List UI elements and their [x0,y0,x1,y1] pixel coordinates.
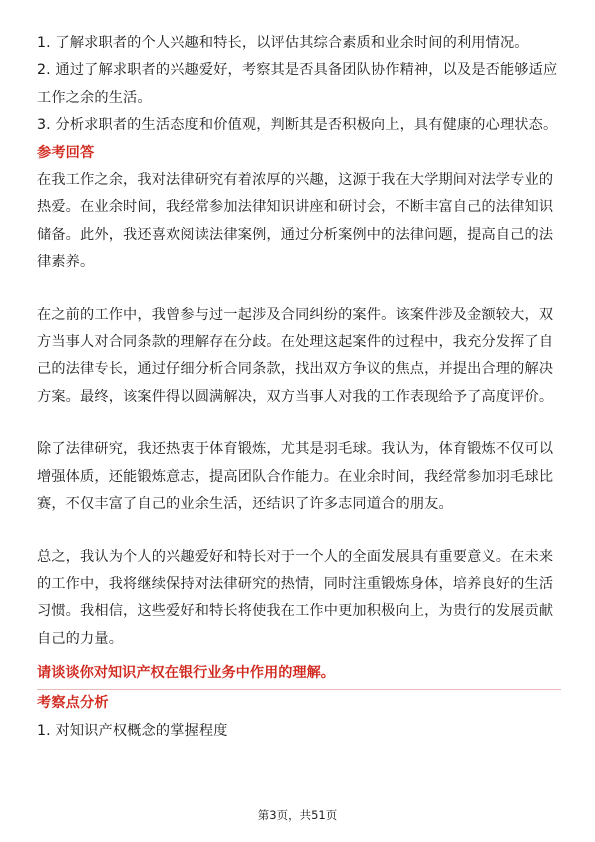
answer-paragraph-3: 除了法律研究，我还热衷于体育锻炼，尤其是羽毛球。我认为，体育锻炼不仅可以增强体质，还能锻炼意志，提高团队合作能力。在业余时间，我经常参加羽毛球比赛，不仅丰富了自己的业余生活，还结识了许多志同道合的朋友。 [37,441,554,513]
intro-point-1: 1. 了解求职者的个人兴趣和特长，以评估其综合素质和业余时间的利用情况。 [37,35,529,51]
paragraph-gap [37,277,561,302]
analysis-heading: 考察点分析 [37,695,109,712]
page-number-footer: 第3页，共51页 [257,808,338,822]
answer-paragraph-2: 在之前的工作中，我曾参与过一起涉及合同纠纷的案件。该案件涉及金额较大，双方当事人对合同条款的理解存在分歧。在处理这起案件的过程中，我充分发挥了自己的法律专长，通过仔细分析合同条款，找出双方争议的焦点，并提出合理的解决方案。最终，该案件得以圆满解决，双方当事人对我的工作表现给予了高度评价。 [37,306,554,405]
analysis-point-1: 1. 对知识产权概念的掌握程度 [37,722,228,739]
answer-paragraph-1: 在我工作之余，我对法律研究有着浓厚的兴趣，这源于我在大学期间对法学专业的热爱。在业余时间，我经常参加法律知识讲座和研讨会，不断丰富自己的法律知识储备。此外，我还喜欢阅读法律案例，通过分析案例中的法律问题，提高自己的法律素养。 [37,172,554,271]
next-question-title: 请谈谈你对知识产权在银行业务中作用的理解。 [37,660,561,690]
answer-heading: 参考回答 [37,144,95,161]
intro-point-2: 2. 通过了解求职者的兴趣爱好，考察其是否具备团队协作精神，以及是否能够适应工作之余的生活。 [37,62,558,106]
page-content [37,30,561,745]
intro-point-3: 3. 分析求职者的生活态度和价值观，判断其是否积极向上，具有健康的心理状态。 [37,117,558,134]
paragraph-gap [37,519,561,544]
paragraph-gap [37,411,561,436]
answer-paragraph-4: 总之，我认为个人的兴趣爱好和特长对于一个人的全面发展具有重要意义。在未来的工作中，我将继续保持对法律研究的热情，同时注重锻炼身体，培养良好的生活习惯。我相信，这些爱好和特长将使我在工作中更加积极向上，为贵行的发展贡献自己的力量。 [37,548,554,647]
